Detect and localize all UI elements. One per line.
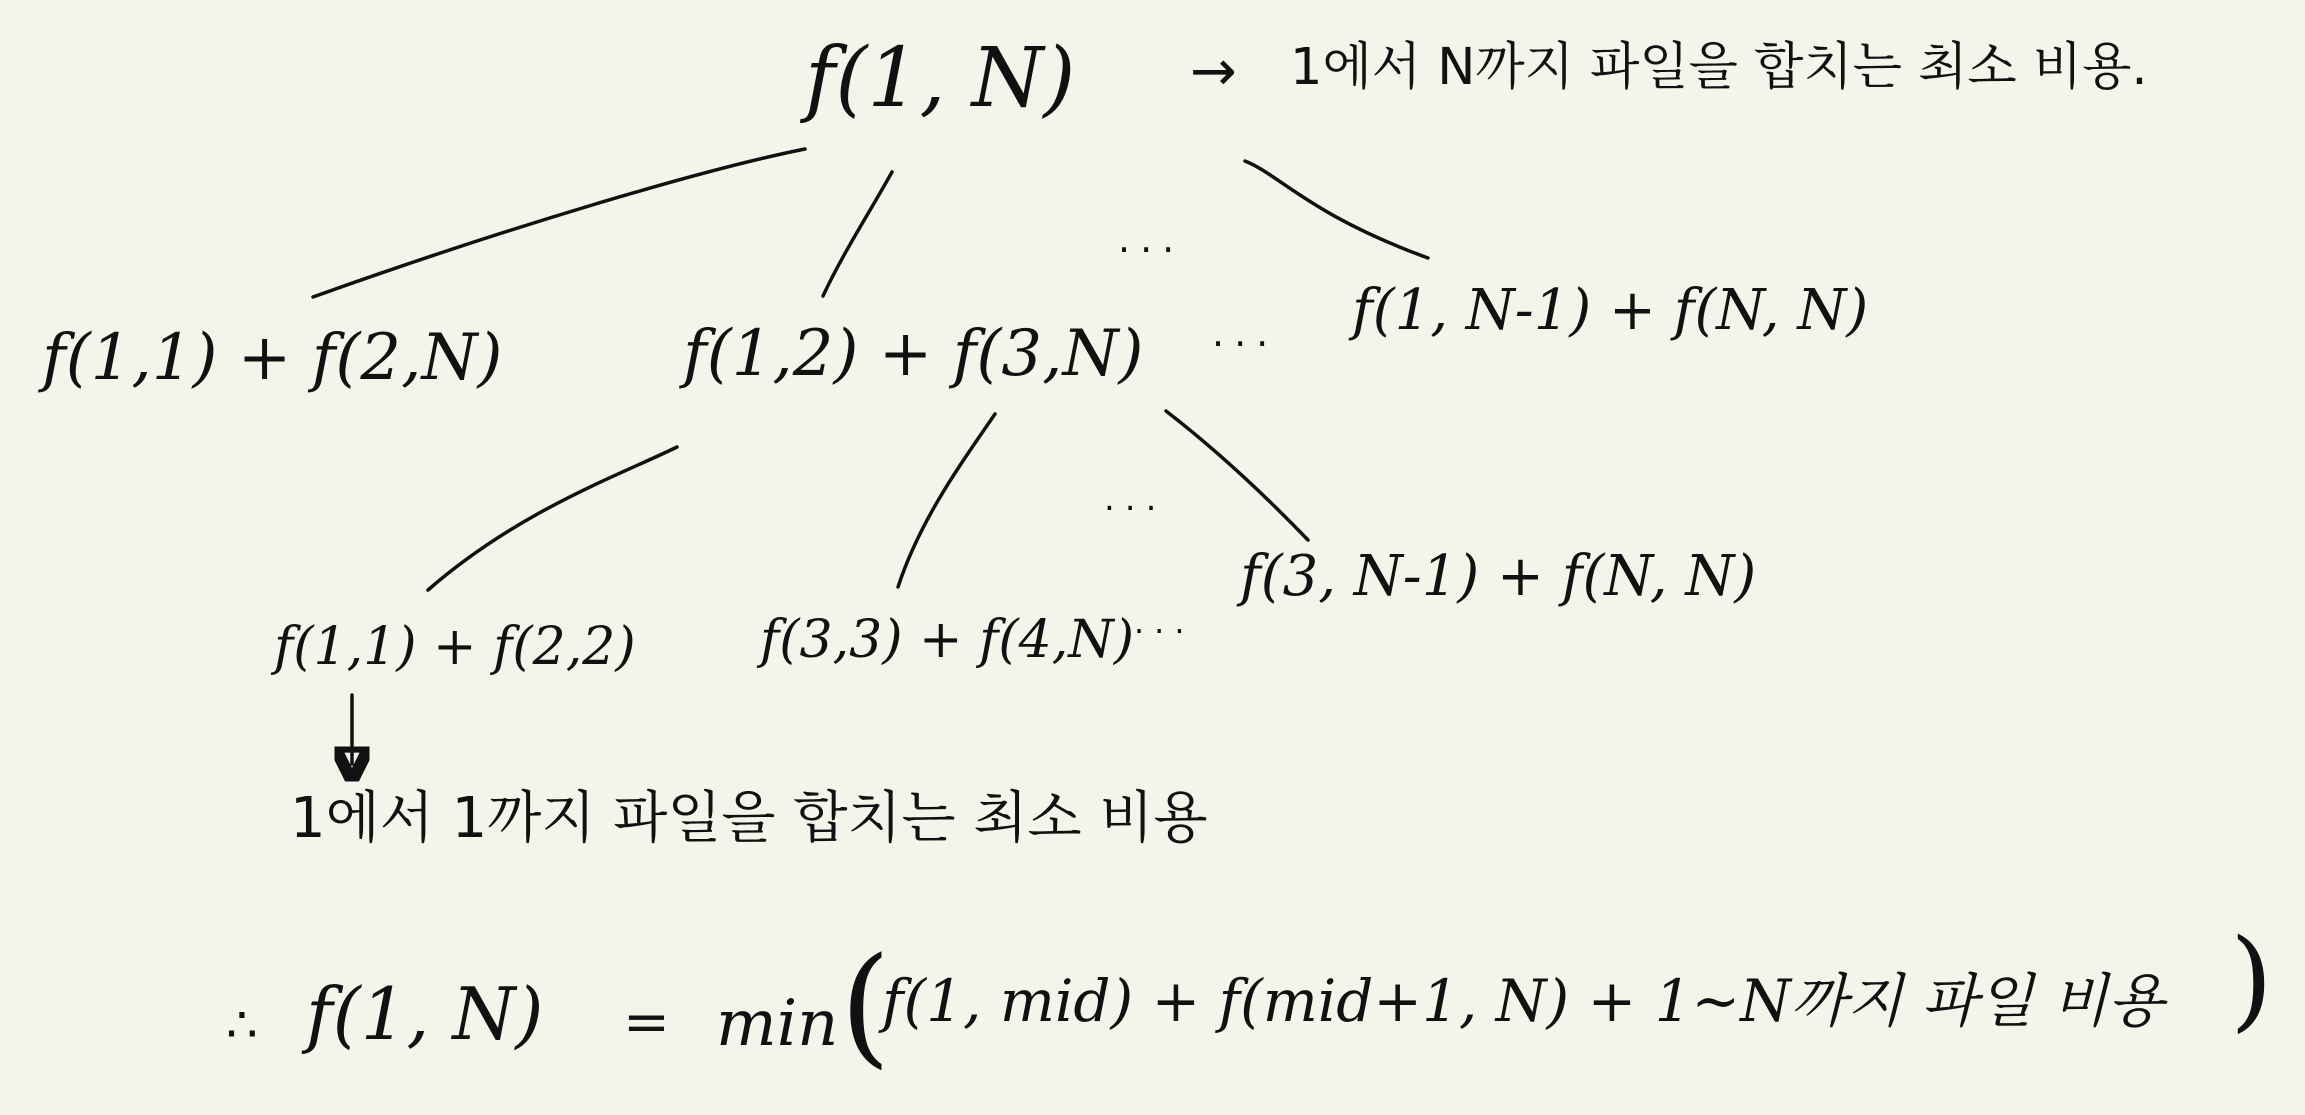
conclusion-min: min [716,987,839,1061]
level2-item-right: f(3, N-1) + f(N, N) [1240,544,1757,609]
edge-root-to-middle [823,172,892,296]
therefore-symbol: ∴ [226,996,258,1054]
root-expression: f(1, N) [805,31,1076,126]
level1-ellipsis-row: ... [1212,311,1279,355]
conclusion-body: f(1, mid) + f(mid+1, N) + 1~N까지 파일 비용 [882,967,2164,1035]
edge-mid-to-right [1166,411,1308,540]
level1-ellipsis-top: ... [1118,217,1185,261]
root-note: 1에서 N까지 파일을 합치는 최소 비용. [1290,38,2148,97]
edge-mid-to-middle [898,414,995,587]
level2-item-left: f(1,1) + f(2,2) [274,617,636,677]
root-arrow: → [1190,39,1237,104]
conclusion-lhs: f(1, N) [306,972,544,1056]
level1-item-left: f(1,1) + f(2,N) [42,321,503,395]
level2-ellipsis-top: ... [1104,479,1167,519]
conclusion-open-paren: ( [840,929,891,1081]
level2-item-middle: f(3,3) + f(4,N) [760,610,1135,670]
level2-ellipsis-row: ... [1134,603,1195,641]
edge-root-to-left [313,149,805,297]
explanation-text: 1에서 1까지 파일을 합치는 최소 비용 [290,786,1208,851]
level1-item-middle: f(1,2) + f(3,N) [683,317,1144,391]
conclusion-equals: = [623,990,670,1055]
edge-root-to-right [1245,161,1428,258]
level1-item-right: f(1, N-1) + f(N, N) [1352,278,1869,343]
edge-mid-to-left [428,447,677,590]
conclusion-close-paren: ) [2230,915,2273,1043]
